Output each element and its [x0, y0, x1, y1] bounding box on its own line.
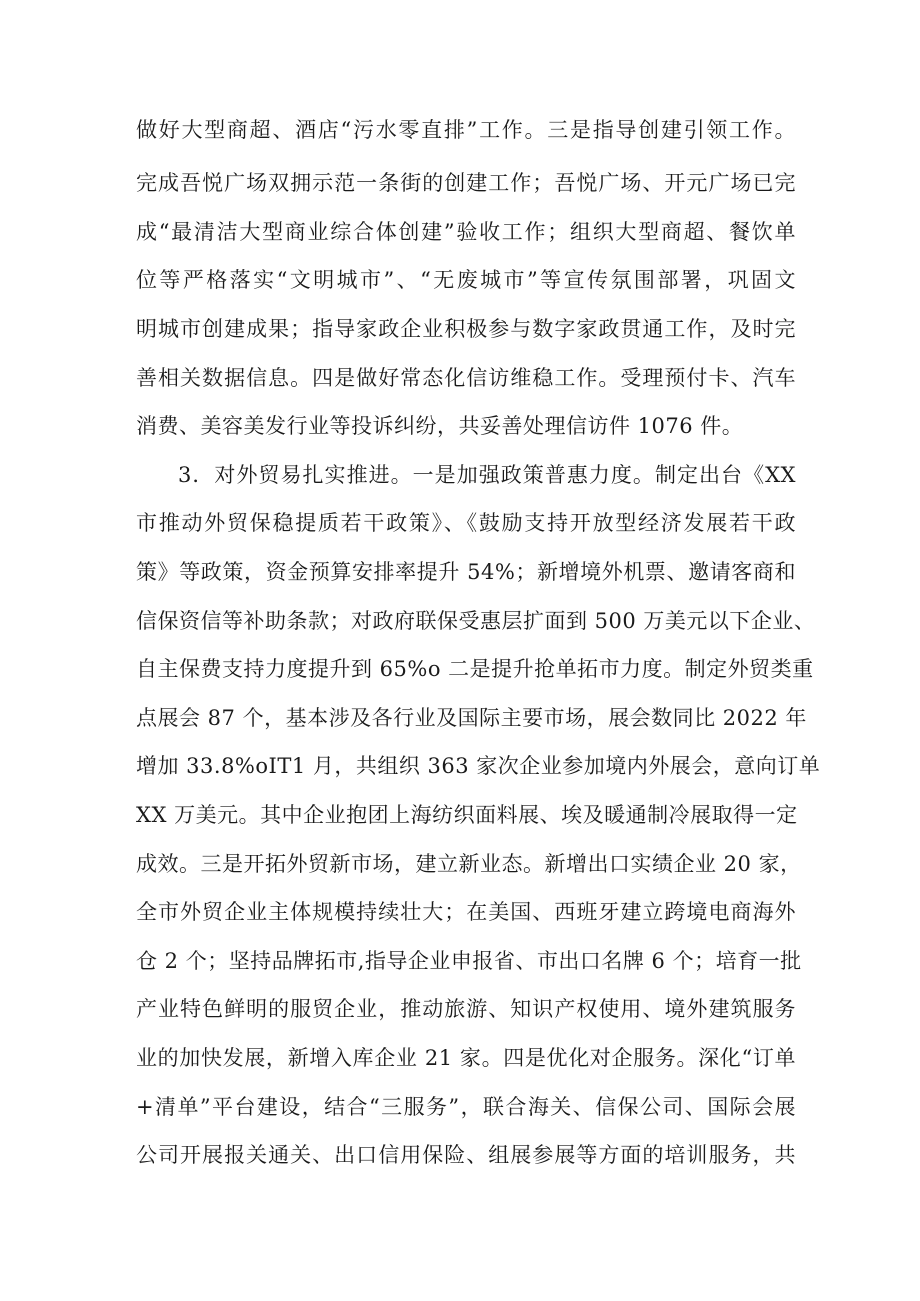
text-line: 做好大型商超、酒店“污水零直排”工作。三是指导创建引领工作。: [136, 118, 796, 142]
text-line: 信保资信等补助条款；对政府联保受惠层扩面到 500 万美元以下企业、: [136, 609, 816, 633]
text-line: 策》等政策，资金预算安排率提升 54%；新增境外机票、邀请客商和: [136, 560, 796, 584]
text-line: 全市外贸企业主体规模持续壮大；在美国、西班牙建立跨境电商海外: [136, 900, 796, 924]
text-line: 成“最清洁大型商业综合体创建”验收工作；组织大型商超、餐饮单: [136, 220, 796, 244]
text-line: 自主保费支持力度提升到 65%o 二是提升抢单拓市力度。制定外贸类重: [136, 657, 814, 681]
text-line: 善相关数据信息。四是做好常态化信访维稳工作。受理预付卡、汽车: [136, 366, 796, 390]
text-line: 完成吾悦广场双拥示范一条街的创建工作；吾悦广场、开元广场已完: [136, 171, 796, 195]
text-line: 仓 2 个；坚持品牌拓市,指导企业申报省、市出口名牌 6 个；培育一批: [136, 949, 802, 973]
text-line: 市推动外贸保稳提质若干政策》、《鼓励支持开放型经济发展若干政: [136, 511, 796, 535]
text-line: 位等严格落实“文明城市”、“无废城市”等宣传氛围部署，巩固文: [136, 268, 796, 292]
text-line: 增加 33.8%oIT1 月，共组织 363 家次企业参加境内外展会，意向订单: [136, 754, 821, 778]
text-line: 明城市创建成果；指导家政企业积极参与数字家政贯通工作，及时完: [136, 317, 796, 341]
text-line: 点展会 87 个，基本涉及各行业及国际主要市场，展会数同比 2022 年: [136, 706, 807, 730]
text-line: +清单”平台建设，结合“三服务”，联合海关、信保公司、国际会展: [136, 1095, 796, 1119]
text-line: 产业特色鲜明的服贸企业，推动旅游、知识产权使用、境外建筑服务: [136, 997, 796, 1021]
section-heading-line: 3．对外贸易扎实推进。一是加强政策普惠力度。制定出台《XX: [178, 463, 796, 487]
text-line: 公司开展报关通关、出口信用保险、组展参展等方面的培训服务，共: [136, 1143, 796, 1167]
text-line: 业的加快发展，新增入库企业 21 家。四是优化对企服务。深化“订单: [136, 1046, 796, 1070]
text-line: XX 万美元。其中企业抱团上海纺织面料展、埃及暖通制冷展取得一定: [136, 803, 798, 827]
text-line: 成效。三是开拓外贸新市场，建立新业态。新增出口实绩企业 20 家，: [136, 852, 802, 876]
text-line: 消费、美容美发行业等投诉纠纷，共妥善处理信访件 1076 件。: [136, 414, 744, 438]
